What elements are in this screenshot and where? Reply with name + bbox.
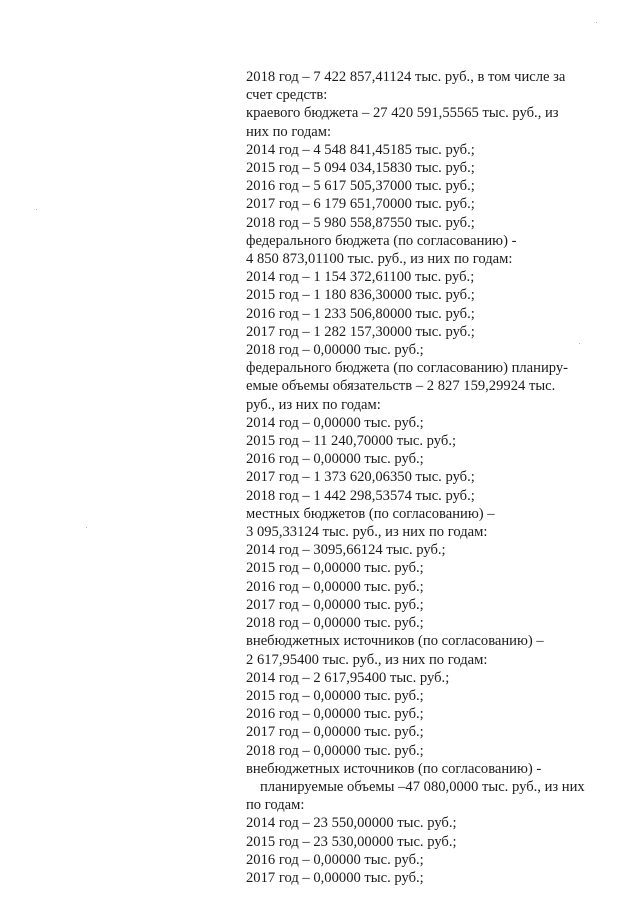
text-line: федерального бюджета (по согласованию) -: [246, 232, 517, 249]
scan-speck: [86, 527, 87, 528]
text-line: 3 095,33124 тыс. руб., из них по годам:: [246, 524, 488, 541]
text-line: 2015 год – 0,00000 тыс. руб.;: [246, 687, 424, 704]
text-line: 4 850 873,01100 тыс. руб., из них по годам:: [246, 251, 513, 268]
text-line: по годам:: [246, 797, 305, 814]
text-line: федерального бюджета (по согласованию) планиру-: [246, 360, 569, 377]
text-line: 2014 год – 0,00000 тыс. руб.;: [246, 414, 424, 431]
text-line: 2018 год – 0,00000 тыс. руб.;: [246, 615, 424, 632]
text-line: 2014 год – 1 154 372,61100 тыс. руб.;: [246, 269, 475, 286]
text-line: 2015 год – 0,00000 тыс. руб.;: [246, 560, 424, 577]
text-line: местных бюджетов (по согласованию) –: [246, 505, 495, 522]
scan-speck: [36, 209, 37, 210]
scan-speck: [596, 22, 597, 23]
text-line: 2016 год – 1 233 506,80000 тыс. руб.;: [246, 305, 475, 322]
text-line: 2016 год – 0,00000 тыс. руб.;: [246, 578, 424, 595]
text-line: 2017 год – 1 282 157,30000 тыс. руб.;: [246, 323, 475, 340]
text-line: 2018 год – 5 980 558,87550 тыс. руб.;: [246, 214, 475, 231]
text-line: них по годам:: [246, 123, 332, 140]
document-text: [246, 68, 586, 887]
text-line: 2016 год – 5 617 505,37000 тыс. руб.;: [246, 178, 475, 195]
text-line: 2017 год – 1 373 620,06350 тыс. руб.;: [246, 469, 475, 486]
text-line: 2 617,95400 тыс. руб., из них по годам:: [246, 651, 488, 668]
text-line: 2017 год – 6 179 651,70000 тыс. руб.;: [246, 196, 475, 213]
text-line: 2018 год – 0,00000 тыс. руб.;: [246, 342, 424, 359]
text-line: 2016 год – 0,00000 тыс. руб.;: [246, 851, 424, 868]
text-line: руб., из них по годам:: [246, 396, 381, 413]
text-line: 2015 год – 23 530,00000 тыс. руб.;: [246, 833, 457, 850]
text-line: 2017 год – 0,00000 тыс. руб.;: [246, 869, 424, 886]
text-line: 2015 год – 1 180 836,30000 тыс. руб.;: [246, 287, 475, 304]
text-line: внебюджетных источников (по согласованию) –: [246, 633, 544, 650]
text-line: внебюджетных источников (по согласованию) -: [246, 760, 542, 777]
text-line: 2018 год – 0,00000 тыс. руб.;: [246, 742, 424, 759]
text-line: 2016 год – 0,00000 тыс. руб.;: [246, 706, 424, 723]
text-line: 2014 год – 3095,66124 тыс. руб.;: [246, 542, 446, 559]
text-line: 2015 год – 11 240,70000 тыс. руб.;: [246, 433, 457, 450]
text-line: 2017 год – 0,00000 тыс. руб.;: [246, 724, 424, 741]
text-line: 2018 год – 1 442 298,53574 тыс. руб.;: [246, 487, 475, 504]
text-line: счет средств:: [246, 87, 328, 104]
text-line: 2017 год – 0,00000 тыс. руб.;: [246, 596, 424, 613]
text-line: 2016 год – 0,00000 тыс. руб.;: [246, 451, 424, 468]
text-line: 2014 год – 23 550,00000 тыс. руб.;: [246, 815, 457, 832]
text-line: 2015 год – 5 094 034,15830 тыс. руб.;: [246, 160, 475, 177]
text-line: 2018 год – 7 422 857,41124 тыс. руб., в том числе за: [246, 69, 566, 85]
text-line: планируемые объемы –47 080,0000 тыс. руб., из них: [260, 778, 585, 795]
text-line: 2014 год – 2 617,95400 тыс. руб.;: [246, 669, 450, 686]
text-line: 2014 год – 4 548 841,45185 тыс. руб.;: [246, 141, 475, 158]
text-line: краевого бюджета – 27 420 591,55565 тыс. руб., из: [246, 105, 559, 122]
text-line: емые объемы обязательств – 2 827 159,29924 тыс.: [246, 378, 556, 395]
